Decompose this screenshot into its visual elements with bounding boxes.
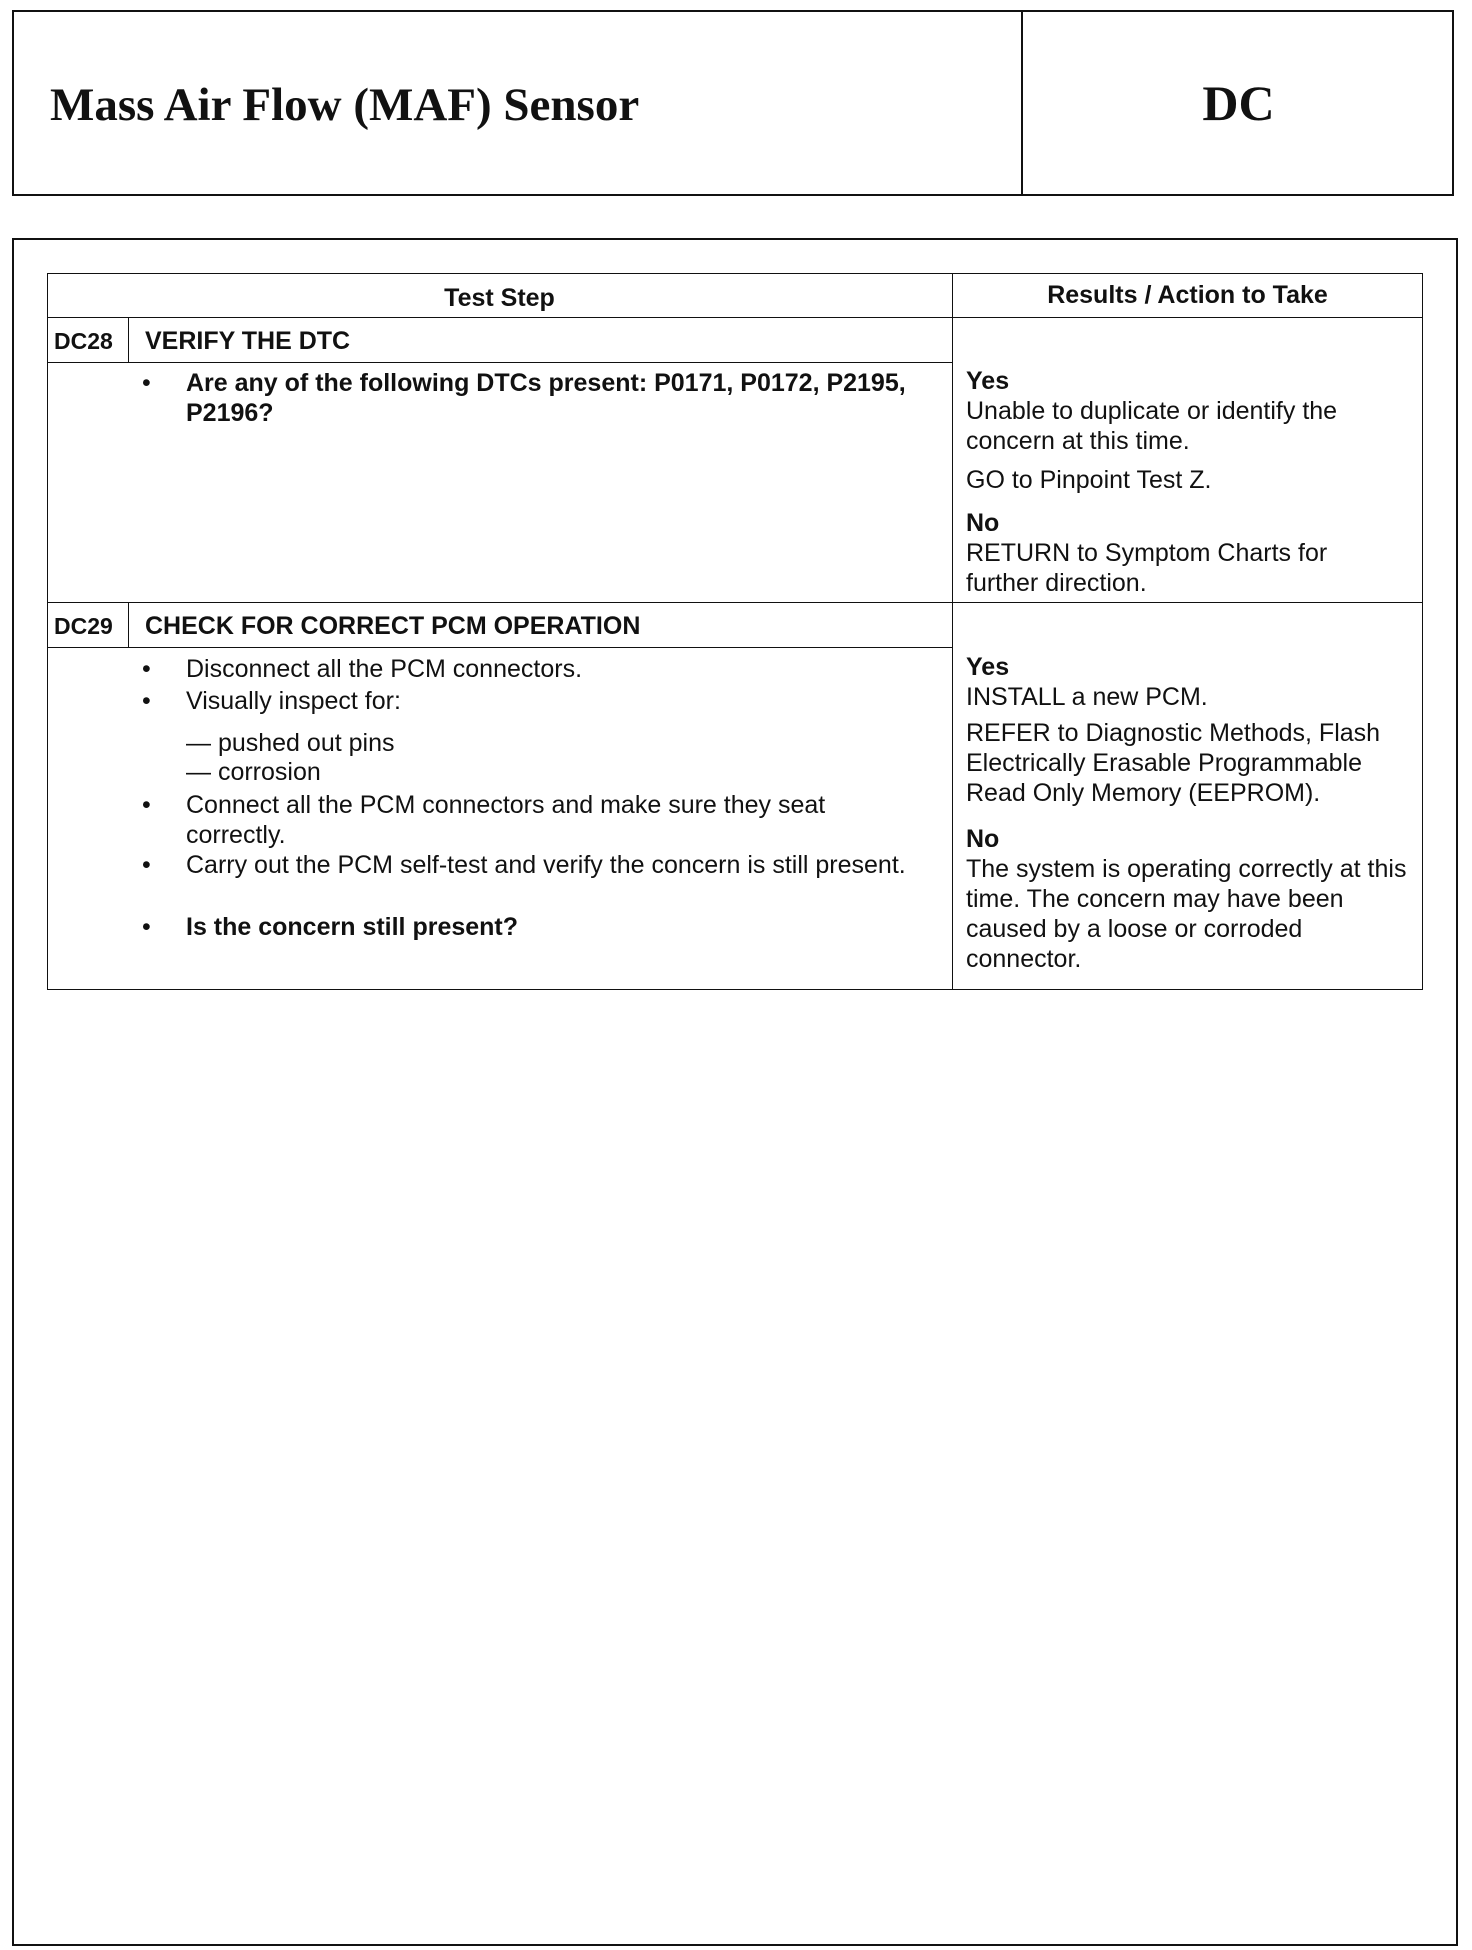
list-item: Disconnect all the PCM connectors. (186, 655, 583, 683)
dc28-title-line (47, 362, 952, 363)
page-title: Mass Air Flow (MAF) Sensor (50, 79, 640, 131)
list-subitem: — corrosion (186, 758, 321, 786)
yes-text: INSTALL a new PCM. (966, 683, 1208, 711)
step-question: Are any of the following DTCs present: P0171, P0172, P2195, P2196? (186, 369, 906, 427)
dc29-id-divider (128, 602, 129, 647)
header-row-line (47, 317, 1423, 318)
section-code: DC (1202, 75, 1275, 131)
no-text: RETURN to Symptom Charts for further direction. (966, 539, 1328, 597)
column-divider (952, 273, 953, 990)
yes-action: GO to Pinpoint Test Z. (966, 466, 1212, 494)
bullet-icon: • (142, 791, 151, 819)
step-id: DC28 (54, 328, 113, 354)
list-item-question: Is the concern still present? (186, 913, 519, 941)
row-separator (47, 602, 1423, 603)
column-header-test-step: Test Step (444, 284, 555, 312)
step-id: DC29 (54, 613, 113, 639)
dc29-title-line (47, 647, 952, 648)
dc28-id-divider (128, 317, 129, 362)
yes-label: Yes (966, 367, 1010, 395)
bullet-icon: • (142, 655, 151, 683)
bullet-icon: • (142, 687, 151, 715)
step-title: VERIFY THE DTC (145, 327, 351, 355)
column-header-results: Results / Action to Take (1047, 281, 1328, 309)
bullet-icon: • (142, 851, 151, 879)
list-item: Connect all the PCM connectors and make sure they seat correctly. (186, 791, 826, 849)
bullet-icon: • (142, 913, 151, 941)
step-title: CHECK FOR CORRECT PCM OPERATION (145, 612, 641, 640)
yes-text: Unable to duplicate or identify the concern at this time. (966, 397, 1338, 455)
list-item: Carry out the PCM self-test and verify the concern is still present. (186, 851, 906, 879)
no-text: The system is operating correctly at this time. The concern may have been caused by a loose or corroded connector. (966, 855, 1407, 973)
bullet-icon: • (142, 369, 151, 397)
yes-action: REFER to Diagnostic Methods, Flash Electrically Erasable Programmable Read Only Memory (EEPROM). (966, 719, 1381, 807)
list-subitem: — pushed out pins (186, 729, 395, 757)
yes-label: Yes (966, 653, 1010, 681)
no-label: No (966, 825, 1000, 853)
no-label: No (966, 509, 1000, 537)
list-item: Visually inspect for: (186, 687, 401, 715)
